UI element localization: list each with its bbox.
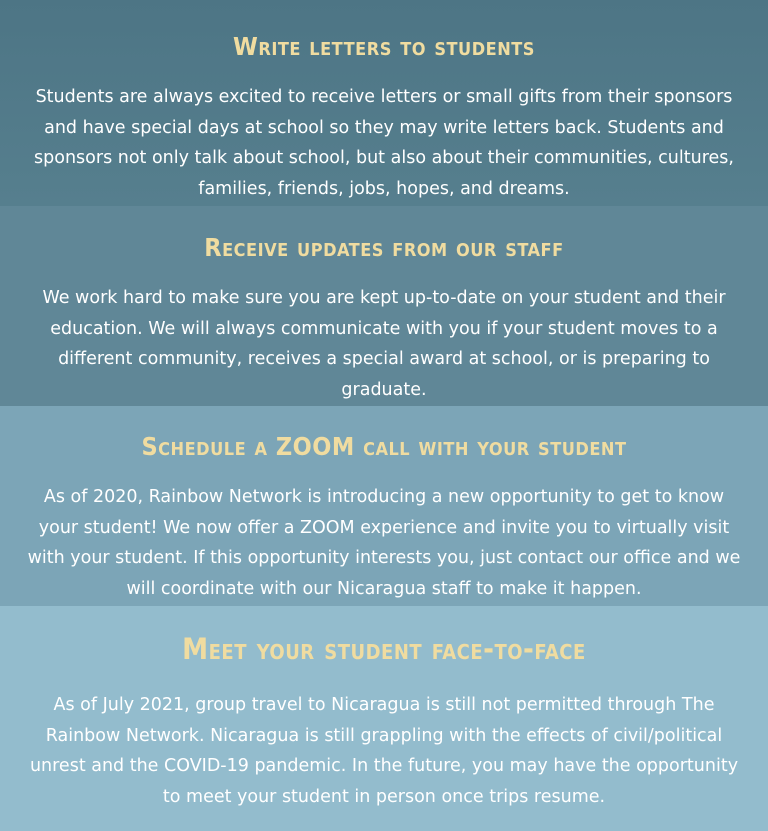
section-heading: Meet your student face-to-face [182,632,586,666]
section-meet-face-to-face [0,606,768,831]
section-zoom-call [0,406,768,606]
section-body: As of 2020, Rainbow Network is introducing a new opportunity to get to know your student! We now offer a ZOOM experience and invite you to virtually visit with your student. If this opportunity interests you, just contact our office and we will coordinate with our Nicaragua staff to make it happen. [27,487,741,599]
section-write-letters [0,0,768,206]
section-heading: Schedule a ZOOM call with your student [141,432,627,461]
section-body: Students are always excited to receive letters or small gifts from their sponsors and have special days at school so they may write letters back. Students and sponsors not only talk about school, but also about their communities, cultures, families, friends, jobs, hopes, and dreams. [34,87,734,199]
section-body: As of July 2021, group travel to Nicaragua is still not permitted through The Rainbow Network. Nicaragua is still grappling with the effects of civil/political unrest and the COVID-19 pandemic. In the future, you may have the opportunity to meet your student in person once trips resume. [29,695,739,807]
section-heading: Receive updates from our staff [204,233,564,262]
section-body: We work hard to make sure you are kept up-to-date on your student and their education. We will always communicate with you if your student moves to a different community, receives a special award at school, or is preparing to graduate. [42,288,726,400]
section-receive-updates [0,206,768,406]
section-heading: Write letters to students [233,32,535,61]
